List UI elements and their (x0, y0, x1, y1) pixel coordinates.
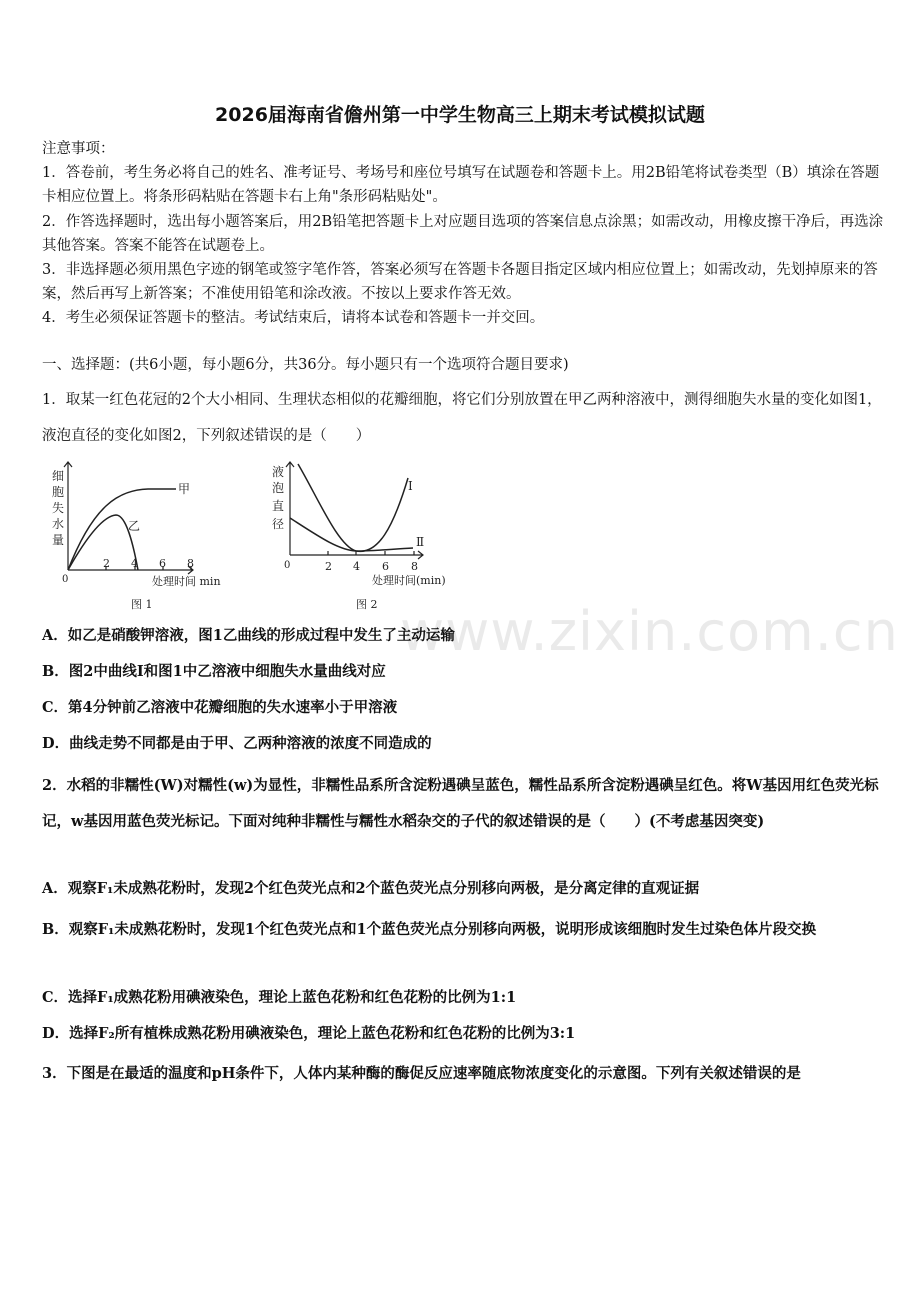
question-2-stem: 2．水稻的非糯性(W)对糯性(w)为显性，非糯性品系所含淀粉遇碘呈蓝色，糯性品系所含淀粉遇碘呈红色。将W基因用红色荧光标记，w基因用蓝色荧光标记。下面对纯种非糯性与糯性水稻杂交的子代的叙述错误的是（ ）(不考虑基因突变) (42, 777, 879, 830)
watermark: www.zixin.com.cn (400, 600, 899, 663)
fig1-tick-8: 8 (187, 557, 194, 570)
fig1-tick-6: 6 (159, 557, 166, 570)
section-heading: 一、选择题：(共6小题，每小题6分，共36分。每小题只有一个选项符合题目要求) (42, 357, 569, 373)
figure-1 (48, 458, 248, 616)
question-1-option-d[interactable]: D．曲线走势不同都是由于甲、乙两种溶液的浓度不同造成的 (42, 735, 432, 752)
fig2-origin: 0 (284, 560, 291, 571)
fig1-curve-label-jia: 甲 (178, 482, 191, 496)
fig2-curve-label-II: Ⅱ (416, 535, 425, 549)
fig2-tick-4: 4 (353, 560, 360, 573)
fig2-ylabel-0: 液 (272, 465, 285, 479)
question-1-stem: 1．取某一红色花冠的2个大小相同、生理状态相似的花瓣细胞，将它们分别放置在甲乙两种溶液中，测得细胞失水量的变化如图1，液泡直径的变化如图2，下列叙述错误的是（ ） (42, 392, 882, 444)
question-2-option-d[interactable]: D．选择F₂所有植株成熟花粉用碘液染色，理论上蓝色花粉和红色花粉的比例为3:1 (42, 1025, 576, 1042)
fig1-tick-4: 4 (131, 557, 138, 570)
question-1-option-b[interactable]: B．图2中曲线Ⅰ和图1中乙溶液中细胞失水量曲线对应 (42, 663, 386, 680)
notice-heading: 注意事项： (42, 141, 115, 157)
notice-item-2: 2．作答选择题时，选出每小题答案后，用2B铅笔把答题卡上对应题目选项的答案信息点涂黑；如需改动，用橡皮擦干净后，再选涂其他答案。答案不能答在试题卷上。 (42, 214, 884, 254)
fig1-origin: 0 (62, 574, 69, 585)
curve-II (290, 518, 413, 551)
fig1-curve-label-yi: 乙 (128, 519, 141, 533)
notice-item-3: 3．非选择题必须用黑色字迹的钢笔或签字笔作答，答案必须写在答题卡各题目指定区域内相应位置上；如需改动，先划掉原来的答案，然后再写上新答案；不准使用铅笔和涂改液。不按以上要求作答无效。 (42, 262, 878, 302)
exam-title: 2026届海南省儋州第一中学生物高三上期末考试模拟试题 (215, 104, 705, 126)
fig1-tick-2: 2 (103, 557, 110, 570)
fig1-ylabel-3: 水 (52, 517, 65, 531)
fig2-tick-2: 2 (325, 560, 332, 573)
question-1-option-c[interactable]: C．第4分钟前乙溶液中花瓣细胞的失水速率小于甲溶液 (42, 699, 398, 716)
curve-I (298, 464, 408, 551)
fig2-ylabel-2: 直 (272, 499, 285, 513)
fig1-ylabel-2: 失 (52, 501, 65, 515)
notice-item-4: 4．考生必须保证答题卡的整洁。考试结束后，请将本试卷和答题卡一并交回。 (42, 310, 545, 326)
fig2-tick-6: 6 (382, 560, 389, 573)
fig2-tick-8: 8 (411, 560, 418, 573)
fig1-ylabel-1: 胞 (52, 485, 65, 499)
question-3-stem: 3．下图是在最适的温度和pH条件下，人体内某种酶的酶促反应速率随底物浓度变化的示意图。下列有关叙述错误的是 (42, 1065, 801, 1082)
question-2-option-c[interactable]: C．选择F₁成熟花粉用碘液染色，理论上蓝色花粉和红色花粉的比例为1:1 (42, 989, 517, 1006)
question-1-option-a[interactable]: A．如乙是硝酸钾溶液，图1乙曲线的形成过程中发生了主动运输 (42, 627, 455, 644)
fig2-curve-label-I: Ⅰ (408, 479, 413, 493)
fig2-ylabel-1: 泡 (272, 481, 285, 495)
fig1-caption: 图 1 (131, 598, 153, 611)
question-2-option-b[interactable]: B．观察F₁未成熟花粉时，发现1个红色荧光点和1个蓝色荧光点分别移向两极，说明形成该细胞时发生过染色体片段交换 (42, 921, 817, 938)
fig1-xlabel: 处理时间 min (152, 575, 221, 588)
fig1-ylabel-4: 量 (52, 533, 65, 547)
notice-item-1: 1．答卷前，考生务必将自己的姓名、准考证号、考场号和座位号填写在试题卷和答题卡上。用2B铅笔将试卷类型（B）填涂在答题卡相应位置上。将条形码粘贴在答题卡右上角"条形码粘贴处"。 (42, 165, 880, 205)
fig2-xlabel: 处理时间(min) (372, 574, 446, 587)
fig2-ylabel-3: 径 (272, 517, 285, 531)
fig1-ylabel-0: 细 (52, 469, 65, 483)
question-2-option-a[interactable]: A．观察F₁未成熟花粉时，发现2个红色荧光点和2个蓝色荧光点分别移向两极，是分离定律的直观证据 (42, 880, 700, 897)
fig2-caption: 图 2 (356, 598, 378, 611)
figure-2 (268, 458, 478, 616)
